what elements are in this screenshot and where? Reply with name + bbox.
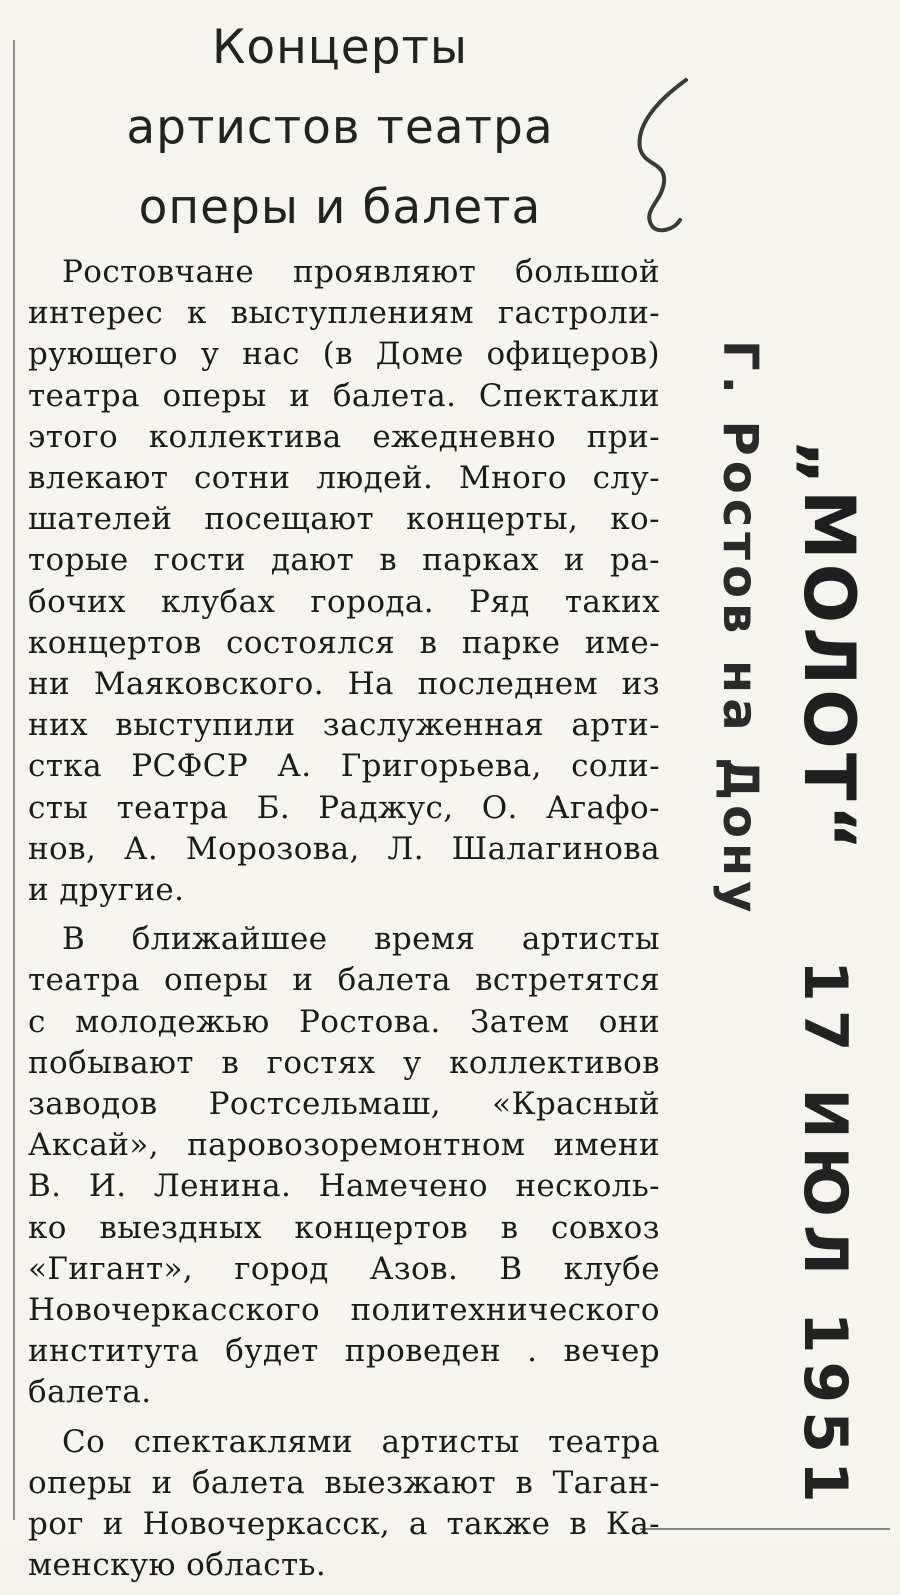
headline-line: Концерты: [211, 20, 469, 75]
text-line: нов, А. Морозова, Л. Шалагинова: [28, 830, 660, 867]
text-line: заводов Ростсельмаш, «Красный: [28, 1086, 660, 1123]
text-line: стка РСФСР А. Григорьева, соли-: [28, 748, 660, 785]
stamp-date: 17 ИЮЛ 1951: [790, 960, 860, 1511]
text-line: побывают в гостях у коллективов: [28, 1044, 660, 1081]
text-line: В. И. Ленина. Намечено несколь-: [28, 1168, 660, 1205]
text-line: них выступили заслуженная арти-: [28, 707, 660, 744]
text-line: с молодежью Ростова. Затем они: [28, 1003, 660, 1040]
text-line: балета.: [28, 1374, 152, 1411]
text-line: ни Маяковского. На последнем из: [28, 666, 660, 703]
text-line: оперы и балета выезжают в Таган-: [28, 1464, 660, 1501]
text-line: сты театра Б. Раджус, О. Агафо-: [28, 789, 660, 826]
text-line: института будет проведен . вечер: [28, 1333, 660, 1370]
text-line: рог и Новочеркасск, а также в Ка-: [28, 1506, 660, 1543]
text-line: В ближайшее время артисты: [62, 921, 660, 958]
clipping-edge-bottom: [640, 1528, 890, 1530]
text-line: театра оперы и балета. Спектакли: [28, 377, 660, 414]
article-paragraph: [28, 919, 660, 1413]
text-line: менскую область.: [28, 1547, 327, 1584]
article-headline: [30, 8, 650, 248]
text-line: концертов состоялся в парке име-: [28, 624, 660, 661]
stamp-city: Г. Ростов на Дону: [712, 340, 768, 918]
stamp-newspaper-name: „МОЛОТ“: [788, 440, 870, 855]
clipping-edge-left: [13, 40, 15, 1520]
article-paragraph: [28, 1422, 660, 1587]
text-line: Со спектаклями артисты театра: [62, 1423, 660, 1460]
text-line: Ростовчане проявляют большой: [62, 254, 660, 290]
headline-line: артистов театра: [126, 100, 554, 155]
text-line: интерес к выступлениям гастроли-: [28, 295, 660, 332]
article-body: [28, 252, 660, 1595]
text-line: торые гости дают в парках и ра-: [28, 542, 660, 579]
pencil-mark-icon: [618, 70, 708, 240]
text-line: рующего у нас (в Доме офицеров): [28, 336, 660, 373]
text-line: Новочеркасского политехнического: [28, 1292, 660, 1329]
text-line: Аксай», паровозоремонтном имени: [28, 1127, 660, 1164]
article-paragraph: [28, 252, 660, 911]
text-line: «Гигант», город Азов. В клубе: [28, 1250, 660, 1287]
text-line: бочих клубах города. Ряд таких: [28, 583, 660, 620]
text-line: театра оперы и балета встретятся: [28, 962, 660, 999]
text-line: влекают сотни людей. Много слу-: [28, 460, 660, 497]
text-line: и другие.: [28, 872, 185, 909]
headline-line: оперы и балета: [138, 180, 542, 235]
text-line: шателей посещают концерты, ко-: [28, 501, 660, 538]
text-line: этого коллектива ежедневно при-: [28, 418, 660, 455]
text-line: ко выездных концертов в совхоз: [28, 1209, 660, 1246]
